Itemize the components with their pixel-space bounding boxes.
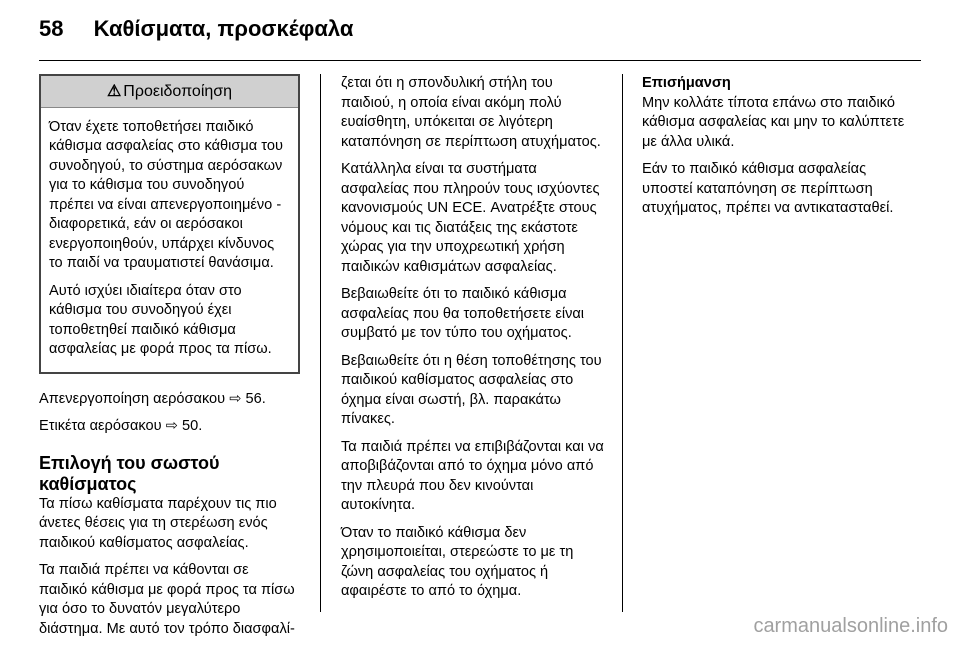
warning-title: Προειδοποίηση	[123, 83, 233, 100]
body-paragraph: Τα παιδιά πρέπει να επιβιβάζονται και να αποβιβάζονται από το όχημα μόνο από την πλευρά που δεν κινούνται αυτοκίνητα.	[341, 438, 604, 513]
cross-reference[interactable]: Απενεργοποίηση αερόσακου ⇨ 56.	[39, 390, 266, 407]
warning-box	[39, 74, 300, 374]
page-title: Καθίσματα, προσκέφαλα	[93, 16, 354, 41]
section-heading: Επιλογή του σωστού καθίσματος	[39, 452, 220, 494]
body-paragraph: Τα παιδιά πρέπει να κάθονται σε παιδικό κάθισμα με φορά προς τα πίσω για όσο το δυνατόν μεγαλύτερο διάστημα. Με αυτό τον τρόπο διασφαλί-	[39, 562, 295, 637]
warning-paragraph: Αυτό ισχύει ιδιαίτερα όταν στο κάθισμα του συνοδηγού έχει τοποθετηθεί παιδικό κάθισμα ασφαλείας με φορά προς τα πίσω.	[49, 282, 272, 357]
warning-icon: ⚠	[106, 83, 122, 100]
body-paragraph: Εάν το παιδικό κάθισμα ασφαλείας υποστεί καταπόνηση σε περίπτωση ατυχήματος, πρέπει να αντικατασταθεί.	[642, 161, 894, 216]
watermark: carmanualsonline.info	[753, 615, 948, 637]
body-paragraph: Βεβαιωθείτε ότι το παιδικό κάθισμα ασφαλείας που θα τοποθετήσετε είναι συμβατό με τον τύπο του οχήματος.	[341, 286, 585, 341]
column-divider	[320, 74, 321, 612]
body-paragraph: Τα πίσω καθίσματα παρέχουν τις πιο άνετες θέσεις για τη στερέωση ενός παιδικού καθίσματος ασφαλείας.	[39, 495, 277, 551]
column-divider	[622, 74, 623, 612]
body-paragraph: Βεβαιωθείτε ότι η θέση τοποθέτησης του παιδικού καθίσματος ασφαλείας στο όχημα είναι σωστή, βλ. παρακάτω πίνακες.	[341, 352, 602, 427]
warning-header	[41, 76, 298, 108]
page-header	[39, 16, 353, 42]
note-title: Επισήμανση	[642, 75, 731, 91]
header-rule	[39, 60, 921, 61]
column-2	[341, 74, 604, 610]
page-number: 58	[39, 16, 64, 41]
arrow-icon: ⇨	[165, 418, 178, 434]
body-paragraph: ζεται ότι η σπονδυλική στήλη του παιδιού, η οποία είναι ακόμη πολύ ευαίσθητη, υπόκειται σε λιγότερη καταπόνηση σε περίπτωση ατυχήματος.	[341, 75, 601, 150]
warning-body	[41, 108, 298, 372]
body-paragraph: Όταν το παιδικό κάθισμα δεν χρησιμοποιείται, στερεώστε το με τη ζώνη ασφαλείας του οχήματος ή αφαιρέστε το από το όχημα.	[341, 524, 574, 599]
column-1	[39, 74, 300, 647]
column-3	[642, 74, 905, 227]
body-paragraph: Κατάλληλα είναι τα συστήματα ασφαλείας που πληρούν τους ισχύοντες κανονισμούς UN ECE. Ανατρέξτε στους νόμους και τις διατάξεις της εκάστοτε χώρας για την υποχρεωτική χρήση παιδικών καθισμάτων ασφαλείας.	[341, 161, 600, 275]
warning-paragraph: Όταν έχετε τοποθετήσει παιδικό κάθισμα ασφαλείας στο κάθισμα του συνοδηγού, το σύστημα αερόσακων για το κάθισμα του συνοδηγού πρέπει να είναι απενεργοποιημένο - διαφορετικά, εάν οι αερόσακοι ενεργοποιηθούν, υπάρχει κίνδυνος το παιδί να τραυματιστεί θανάσιμα.	[49, 118, 283, 271]
cross-reference[interactable]: Ετικέτα αερόσακου ⇨ 50.	[39, 418, 203, 434]
arrow-icon: ⇨	[229, 390, 242, 407]
note-text: Μην κολλάτε τίποτα επάνω στο παιδικό κάθισμα ασφαλείας και μην το καλύπτετε με άλλα υλικά.	[642, 94, 905, 150]
